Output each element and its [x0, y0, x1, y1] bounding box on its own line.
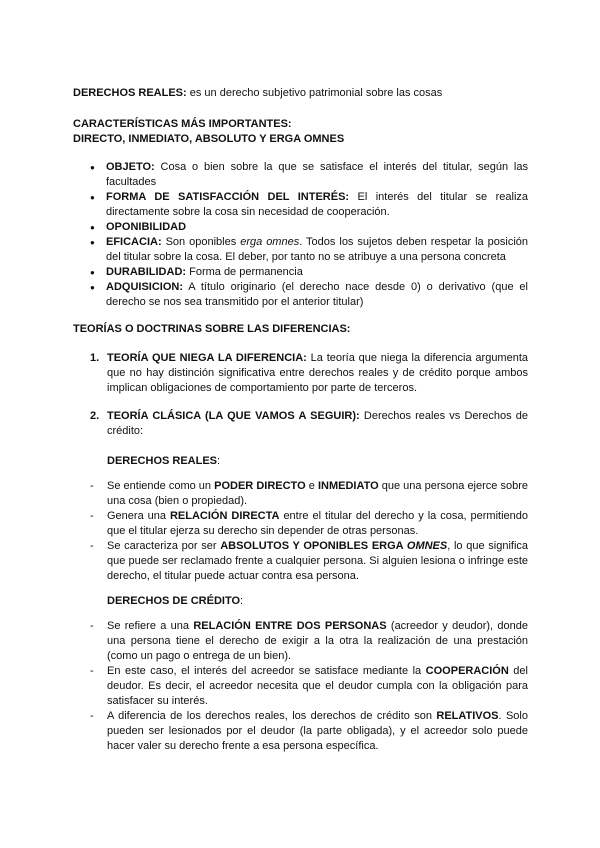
- characteristics-heading-1: CARACTERÍSTICAS MÁS IMPORTANTES:: [73, 118, 292, 130]
- intro-paragraph: [73, 86, 528, 101]
- theory-2: [90, 409, 528, 439]
- credit-rights-list: [90, 619, 528, 754]
- intro-term: DERECHOS REALES:: [73, 87, 187, 99]
- list-item: - A diferencia de los derechos reales, los derechos de crédito son RELATIVOS. Solo pueden ser lesionados por el deudor (la parte obligada), y el acreedor solo puede hacer valer su derecho frente a esa persona específica.: [90, 709, 528, 754]
- list-item: - Se refiere a una RELACIÓN ENTRE DOS PERSONAS (acreedor y deudor), donde una persona tiene el derecho de exigir a la otra la realización de una prestación (como un pago o entrega de un bien).: [90, 619, 528, 664]
- list-item: ● ADQUISICION: A título originario (el derecho nace desde 0) o derivativo (que el derecho se nos sea transmitido por el anterior titular): [90, 280, 528, 310]
- characteristics-heading-2: DIRECTO, INMEDIATO, ABSOLUTO Y ERGA OMNES: [73, 133, 345, 145]
- real-rights-heading: DERECHOS REALES:: [107, 455, 221, 467]
- list-item: ● FORMA DE SATISFACCIÓN DEL INTERÉS: El interés del titular se realiza directamente sobre la cosa sin necesidad de cooperación.: [90, 190, 528, 220]
- list-item: - Genera una RELACIÓN DIRECTA entre el titular del derecho y la cosa, permitiendo que el titular ejerza su derecho sin depender de otras personas.: [90, 509, 528, 539]
- list-item: ● OBJETO: Cosa o bien sobre la que se satisface el interés del titular, según las facultades: [90, 160, 528, 190]
- list-item: - Se entiende como un PODER DIRECTO e INMEDIATO que una persona ejerce sobre una cosa (bien o propiedad).: [90, 479, 528, 509]
- characteristics-list: [90, 160, 528, 310]
- characteristics-heading: [73, 117, 528, 147]
- list-item: ● DURABILIDAD: Forma de permanencia: [90, 265, 528, 280]
- theories-heading: TEORÍAS O DOCTRINAS SOBRE LAS DIFERENCIAS:: [73, 323, 351, 335]
- list-item: ● OPONIBILIDAD: [90, 220, 528, 235]
- list-item: - En este caso, el interés del acreedor se satisface mediante la COOPERACIÓN del deudor. Es decir, el acreedor necesita que el deudor cumpla con la obligación para satisfacer su interés.: [90, 664, 528, 709]
- credit-rights-heading: DERECHOS DE CRÉDITO:: [107, 595, 244, 607]
- list-item: - Se caracteriza por ser ABSOLUTOS Y OPONIBLES ERGA OMNES, lo que significa que puede ser reclamado frente a cualquier persona. Si alguien lesiona o infringe este derecho, el titular puede actuar contra esa persona.: [90, 539, 528, 584]
- intro-definition: es un derecho subjetivo patrimonial sobre las cosas: [186, 87, 443, 99]
- real-rights-list: [90, 479, 528, 584]
- list-item: ● EFICACIA: Son oponibles erga omnes. Todos los sujetos deben respetar la posición del titular sobre la cosa. El deber, por tanto no se atribuye a una persona concreta: [90, 235, 528, 265]
- list-item: 2. TEORÍA CLÁSICA (LA QUE VAMOS A SEGUIR): Derechos reales vs Derechos de crédito:: [90, 410, 528, 437]
- theory-1: [90, 351, 528, 396]
- list-item: 1. TEORÍA QUE NIEGA LA DIFERENCIA: La teoría que niega la diferencia argumenta que no hay distinción significativa entre derechos reales y de crédito porque ambos implican obligaciones de comportamiento por parte de terceros.: [90, 352, 529, 394]
